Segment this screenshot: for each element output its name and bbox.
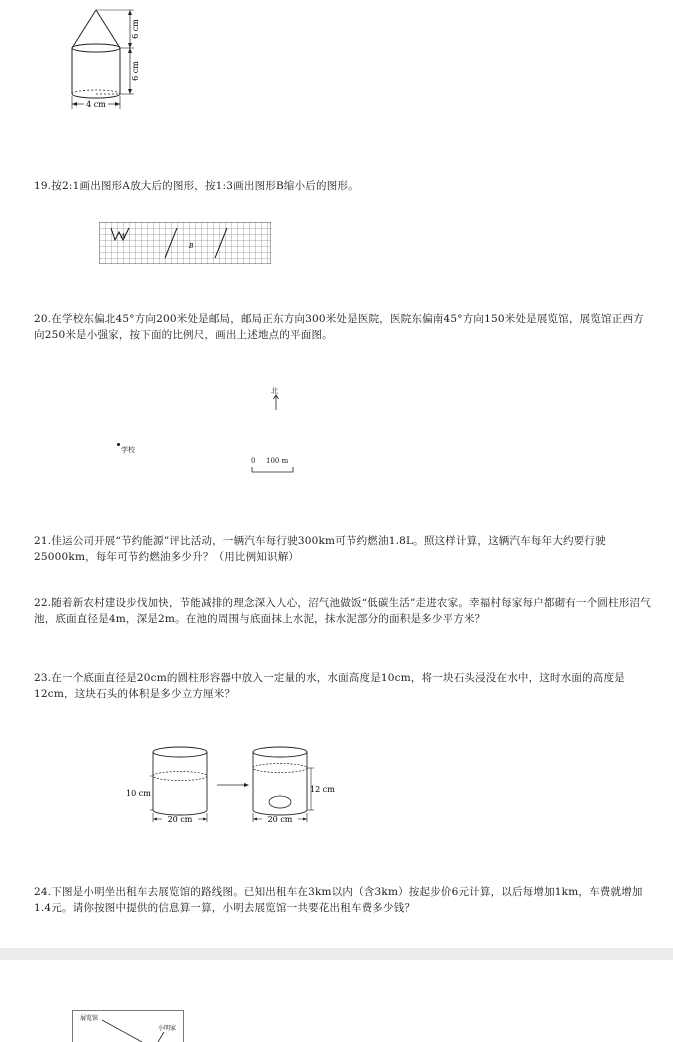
exhibit-label: 展览馆 <box>80 1015 99 1022</box>
north-arrow-icon <box>272 394 280 410</box>
cylinders-figure <box>118 742 338 828</box>
shape-a-label: A <box>121 233 126 240</box>
north-label: 北 <box>271 387 278 395</box>
water-height-left: 10 cm <box>126 789 151 798</box>
page-separator <box>0 948 673 960</box>
route-figure <box>72 1010 184 1042</box>
dim-bottom-label: 6 cm <box>131 61 140 81</box>
diameter-left: 20 cm <box>167 815 193 824</box>
dim-diameter-label: 4 cm <box>86 100 106 109</box>
grid-figure <box>99 222 271 264</box>
shape-b-label: B <box>189 243 194 250</box>
question-20: 20.在学校东偏北45°方向200米处是邮局，邮局正东方向300米处是医院，医院东偏南45°方向150米处是展览馆，展览馆正西方向250米是小强家，按下面的比例尺，画出上述地点的平面图。 <box>34 313 644 341</box>
scale-value-label: 100 m <box>266 457 289 465</box>
diameter-right: 20 cm <box>267 815 293 824</box>
school-point <box>117 443 120 446</box>
map-figure <box>100 386 320 476</box>
water-height-right: 12 cm <box>310 785 335 794</box>
question-23: 23.在一个底面直径是20cm的圆柱形容器中放入一定量的水，水面高度是10cm，将一块石头浸没在水中，这时水面的高度是12cm，这块石头的体积是多少立方厘米？ <box>34 672 625 700</box>
cone-cylinder-figure <box>62 6 146 112</box>
question-24: 24.下图是小明坐出租车去展览馆的路线图。已知出租车在3km以内（含3km）按起步价6元计算，以后每增加1km，车费就增加1.4元。请你按图中提供的信息算一算，小明去展览馆一共要花出租车费多少钱？ <box>34 886 643 914</box>
question-19: 19.按2:1画出图形A放大后的图形，按1:3画出图形B缩小后的图形。 <box>34 180 359 192</box>
question-21: 21.佳运公司开展“节约能源”评比活动，一辆汽车每行驶300km可节约燃油1.8L。照这样计算，这辆汽车每年大约要行驶25000km，每年可节约燃油多少升？（用比例知识解） <box>34 535 606 563</box>
page-2 <box>0 960 673 1042</box>
scale-bar <box>251 466 296 474</box>
home-label: 小明家 <box>158 1025 177 1032</box>
dim-top-label: 6 cm <box>131 19 140 39</box>
scale-zero-label: 0 <box>251 457 256 465</box>
school-label: 学校 <box>121 446 135 454</box>
question-22: 22.随着新农村建设步伐加快，节能减排的理念深入人心，沼气池做饭“低碳生活”走进农家。幸福村每家每户都砌有一个圆柱形沼气池，底面直径是4m，深是2m。在池的周围与底面抹上水泥，抹水泥部分的面积是多少平方米？ <box>34 597 651 625</box>
